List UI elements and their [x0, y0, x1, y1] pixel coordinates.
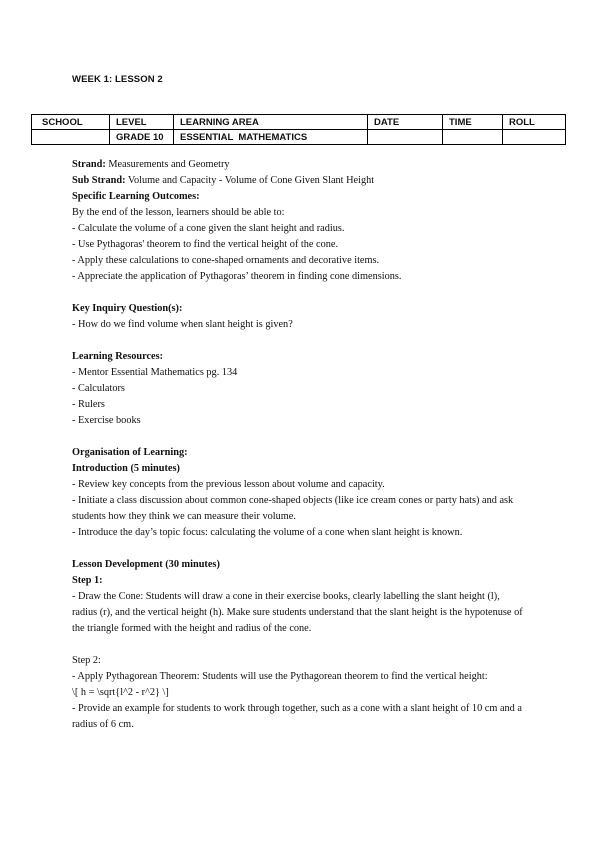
step2-formula: \[ h = \sqrt{l^2 - r^2} \]: [72, 687, 169, 698]
list-item: - Calculate the volume of a cone given the slant height and radius.: [72, 223, 345, 234]
list-item: - Initiate a class discussion about common cone-shaped objects (like ice cream cones or party hats) and ask students how they think we can measure their volume.: [72, 495, 514, 522]
organisation-heading: Organisation of Learning:: [72, 447, 188, 458]
strand-label: Strand:: [72, 159, 106, 170]
table-cell-school: [32, 130, 110, 145]
sub-strand-label: Sub Strand:: [72, 175, 126, 186]
table-cell-roll: [503, 130, 566, 145]
outcomes-heading: Specific Learning Outcomes:: [72, 191, 200, 202]
strand-line: [72, 157, 527, 173]
table-header-level: LEVEL: [110, 115, 174, 130]
step1-text: - Draw the Cone: Students will draw a cone in their exercise books, clearly labelling the slant height (l), radius (r), and the vertical height (h). Make sure students understand that the slant height is the hypotenuse of the triangle formed with the height and radius of the cone.: [72, 591, 523, 634]
sub-strand-line: [72, 173, 527, 189]
list-item: - Introduce the day’s topic focus: calculating the volume of a cone when slant height is known.: [72, 527, 463, 538]
table-cell-time: [443, 130, 503, 145]
list-item: - Apply these calculations to cone-shaped ornaments and decorative items.: [72, 255, 380, 266]
step2-example: - Provide an example for students to work through together, such as a cone with a slant height of 10 cm and a radius of 6 cm.: [72, 703, 522, 730]
step1-heading: Step 1:: [72, 575, 103, 586]
table-cell-level: GRADE 10: [110, 130, 174, 145]
lesson-week-title: WEEK 1: LESSON 2: [72, 74, 163, 85]
list-item: - Calculators: [72, 383, 125, 394]
list-item: - Rulers: [72, 399, 105, 410]
development-heading: Lesson Development (30 minutes): [72, 559, 220, 570]
step2-text: - Apply Pythagorean Theorem: Students will use the Pythagorean theorem to find the vertical height:: [72, 671, 488, 682]
list-item: - Appreciate the application of Pythagoras’ theorem in finding cone dimensions.: [72, 271, 402, 282]
resources-heading: Learning Resources:: [72, 351, 164, 362]
list-item: - How do we find volume when slant height is given?: [72, 319, 293, 330]
table-header-date: DATE: [368, 115, 443, 130]
list-item: - Exercise books: [72, 415, 141, 426]
table-header-time: TIME: [443, 115, 503, 130]
step2-heading: Step 2:: [72, 655, 101, 666]
lesson-content: [72, 157, 527, 733]
table-header-school: SCHOOL: [32, 115, 110, 130]
table-header-learning-area: LEARNING AREA: [174, 115, 368, 130]
lesson-info-table: [31, 114, 566, 145]
table-header-row: [32, 115, 566, 130]
table-cell-learning-area: ESSENTIAL MATHEMATICS: [174, 130, 368, 145]
table-cell-date: [368, 130, 443, 145]
table-header-roll: ROLL: [503, 115, 566, 130]
list-item: - Use Pythagoras' theorem to find the vertical height of the cone.: [72, 239, 339, 250]
sub-strand-value: Volume and Capacity - Volume of Cone Given Slant Height: [125, 175, 375, 186]
strand-value: Measurements and Geometry: [105, 159, 230, 170]
list-item: - Mentor Essential Mathematics pg. 134: [72, 367, 238, 378]
table-row: [32, 130, 566, 145]
inquiry-heading: Key Inquiry Question(s):: [72, 303, 183, 314]
introduction-heading: Introduction (5 minutes): [72, 463, 180, 474]
list-item: - Review key concepts from the previous lesson about volume and capacity.: [72, 479, 385, 490]
outcomes-intro: By the end of the lesson, learners should be able to:: [72, 207, 285, 218]
